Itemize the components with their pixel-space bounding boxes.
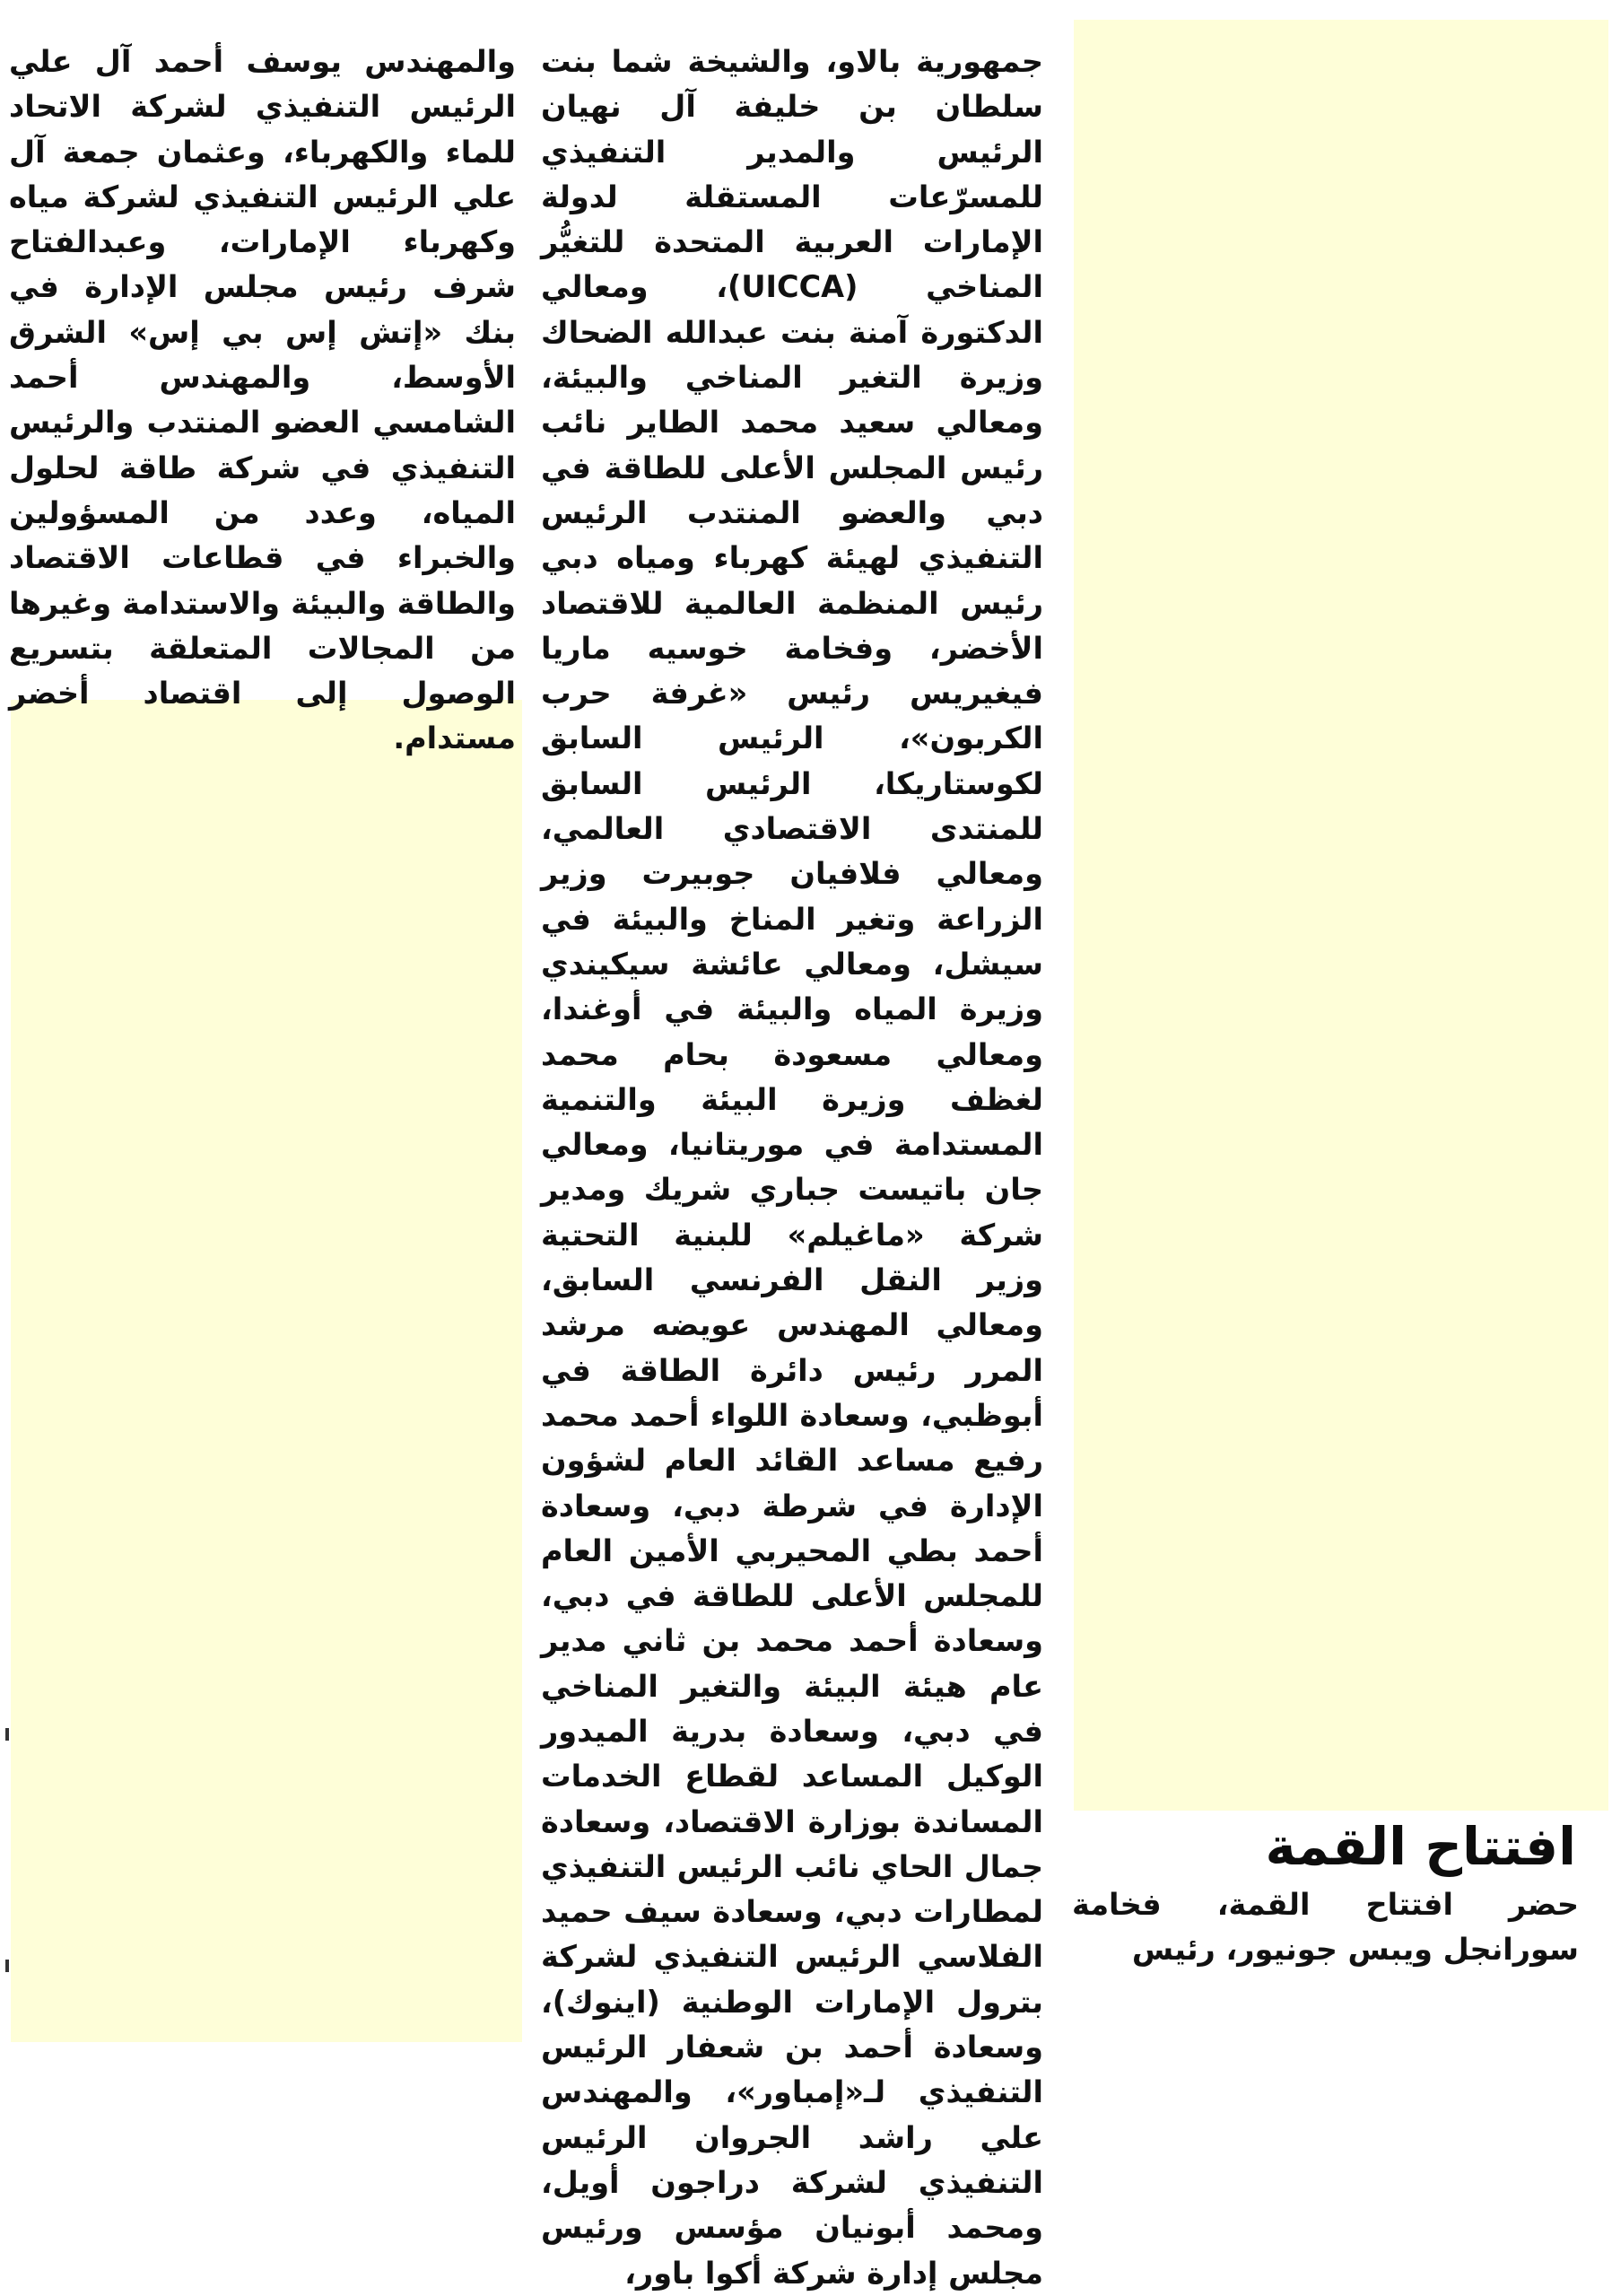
article-paragraph: والمهندس يوسف أحمد آل علي الرئيس التنفيذي لشركة الاتحاد للماء والكهرباء، وعثمان جمعة آل علي الرئيس التنفيذي لشركة مياه وكهرباء الإمارات، وعبدالفتاح شرف رئيس مجلس الإدارة في بنك «إتش إس بي إس» الشرق الأوسط، والمهندس أحمد الشامسي العضو المنتدب والرئيس التنفيذي في شركة طاقة لحلول المياه، وعدد من المسؤولين والخبراء في قطاعات الاقتصاد والطاقة والبيئة والاستدامة وغيرها من المجالات المتعلقة بتسريع الوصول إلى اقتصاد أخضر مستدام.	[9, 44, 516, 756]
edge-mark	[5, 1728, 9, 1741]
article-paragraph: حضر افتتاح القمة، فخامة سورانجل ويبس جونيور، رئيس	[1072, 1887, 1579, 1968]
article-column-middle	[541, 39, 1043, 2296]
article-column-left	[9, 39, 516, 762]
ad-placeholder-right	[1074, 20, 1608, 1811]
section-heading: افتتاح القمة	[1265, 1816, 1576, 1877]
ad-placeholder-left	[11, 700, 522, 2042]
edge-mark	[5, 1960, 9, 1972]
article-paragraph: جمهورية بالاو، والشيخة شما بنت سلطان بن خليفة آل نهيان الرئيس والمدير التنفيذي للمسرّعات المستقلة لدولة الإمارات العربية المتحدة للتغيُّر المناخي (UICCA)، ومعالي الدكتورة آمنة بنت عبدالله الضحاك وزيرة التغير المناخي والبيئة، ومعالي سعيد محمد الطاير نائب رئيس المجلس الأعلى للطاقة في دبي والعضو المنتدب الرئيس التنفيذي لهيئة كهرباء ومياه دبي رئيس المنظمة العالمية للاقتصاد الأخضر، وفخامة خوسيه ماريا فيغيريس رئيس «غرفة حرب الكربون»، الرئيس السابق لكوستاريكا، الرئيس السابق للمنتدى الاقتصادي العالمي، ومعالي فلافيان جوبيرت وزير الزراعة وتغير المناخ والبيئة في سيشل، ومعالي عائشة سيكيندي وزيرة المياه والبيئة في أوغندا، ومعالي مسعودة بحام محمد لغظف وزيرة البيئة والتنمية المستدامة في موريتانيا، ومعالي جان باتيست جباري شريك ومدير شركة «ماغيلم» للبنية التحتية وزير النقل الفرنسي السابق، ومعالي المهندس عويضه مرشد المرر رئيس دائرة الطاقة في أبوظبي، وسعادة اللواء أحمد محمد رفيع مساعد القائد العام لشؤون الإدارة في شرطة دبي، وسعادة أحمد بطي المحيربي الأمين العام للمجلس الأعلى للطاقة في دبي، وسعادة أحمد محمد بن ثاني مدير عام هيئة البيئة والتغير المناخي في دبي، وسعادة بدرية الميدور الوكيل المساعد لقطاع الخدمات المساندة بوزارة الاقتصاد، وسعادة جمال الحاي نائب الرئيس التنفيذي لمطارات دبي، وسعادة سيف حميد الفلاسي الرئيس التنفيذي لشركة بترول الإمارات الوطنية (اينوك)، وسعادة أحمد بن شعفار الرئيس التنفيذي لـ«إمباور»، والمهندس علي راشد الجروان الرئيس التنفيذي لشركة دراجون أويل، ومحمد أبونيان مؤسس ورئيس مجلس إدارة شركة أكوا باور،	[541, 44, 1043, 2291]
article-column-right	[1072, 1882, 1579, 1973]
